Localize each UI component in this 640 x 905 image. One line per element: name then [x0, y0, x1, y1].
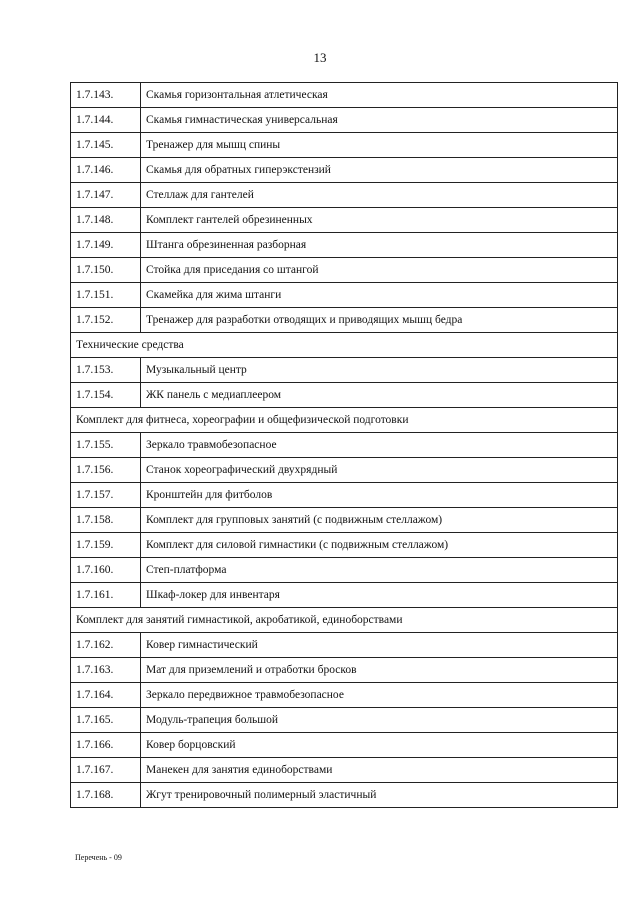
table-row [71, 183, 618, 208]
item-number: 1.7.162. [71, 633, 141, 658]
item-number: 1.7.153. [71, 358, 141, 383]
item-name: Степ-платформа [141, 558, 618, 583]
item-name: Комплект для групповых занятий (с подвижным стеллажом) [141, 508, 618, 533]
item-number: 1.7.164. [71, 683, 141, 708]
table-row [71, 208, 618, 233]
table-row [71, 433, 618, 458]
item-name: Манекен для занятия единоборствами [141, 758, 618, 783]
table-row [71, 83, 618, 108]
item-number: 1.7.163. [71, 658, 141, 683]
item-name: Штанга обрезиненная разборная [141, 233, 618, 258]
section-title: Комплект для фитнеса, хореографии и общефизической подготовки [71, 408, 618, 433]
item-number: 1.7.159. [71, 533, 141, 558]
item-name: Ковер борцовский [141, 733, 618, 758]
item-name: Скамейка для жима штанги [141, 283, 618, 308]
table-row [71, 158, 618, 183]
table-row [71, 733, 618, 758]
item-name: Мат для приземлений и отработки бросков [141, 658, 618, 683]
item-name: Комплект гантелей обрезиненных [141, 208, 618, 233]
item-name: Шкаф-локер для инвентаря [141, 583, 618, 608]
table-row [71, 583, 618, 608]
item-number: 1.7.145. [71, 133, 141, 158]
footer-label: Перечень - 09 [75, 853, 122, 862]
table-row [71, 483, 618, 508]
equipment-table-body [71, 83, 618, 808]
table-row [71, 633, 618, 658]
item-name: Скамья горизонтальная атлетическая [141, 83, 618, 108]
item-number: 1.7.146. [71, 158, 141, 183]
item-number: 1.7.157. [71, 483, 141, 508]
table-row [71, 558, 618, 583]
item-name: Скамья для обратных гиперэкстензий [141, 158, 618, 183]
item-number: 1.7.143. [71, 83, 141, 108]
item-name: Тренажер для мышц спины [141, 133, 618, 158]
table-row [71, 383, 618, 408]
table-row [71, 658, 618, 683]
section-row [71, 333, 618, 358]
item-number: 1.7.155. [71, 433, 141, 458]
item-number: 1.7.151. [71, 283, 141, 308]
item-number: 1.7.161. [71, 583, 141, 608]
table-row [71, 683, 618, 708]
item-number: 1.7.149. [71, 233, 141, 258]
table-row [71, 458, 618, 483]
item-name: Модуль-трапеция большой [141, 708, 618, 733]
item-number: 1.7.168. [71, 783, 141, 808]
table-row [71, 758, 618, 783]
item-number: 1.7.147. [71, 183, 141, 208]
page-number: 13 [313, 50, 327, 65]
item-number: 1.7.160. [71, 558, 141, 583]
equipment-table [70, 82, 618, 808]
item-number: 1.7.144. [71, 108, 141, 133]
item-name: Ковер гимнастический [141, 633, 618, 658]
section-row [71, 408, 618, 433]
table-row [71, 358, 618, 383]
table-row [71, 533, 618, 558]
item-number: 1.7.165. [71, 708, 141, 733]
item-name: Кронштейн для фитболов [141, 483, 618, 508]
table-row [71, 708, 618, 733]
item-name: ЖК панель с медиаплеером [141, 383, 618, 408]
item-name: Тренажер для разработки отводящих и приводящих мышц бедра [141, 308, 618, 333]
item-name: Зеркало передвижное травмобезопасное [141, 683, 618, 708]
item-name: Стеллаж для гантелей [141, 183, 618, 208]
item-number: 1.7.158. [71, 508, 141, 533]
table-row [71, 508, 618, 533]
item-name: Зеркало травмобезопасное [141, 433, 618, 458]
item-number: 1.7.166. [71, 733, 141, 758]
item-name: Музыкальный центр [141, 358, 618, 383]
table-row [71, 783, 618, 808]
section-title: Технические средства [71, 333, 618, 358]
item-name: Скамья гимнастическая универсальная [141, 108, 618, 133]
table-row [71, 233, 618, 258]
section-title: Комплект для занятий гимнастикой, акробатикой, единоборствами [71, 608, 618, 633]
item-number: 1.7.156. [71, 458, 141, 483]
item-number: 1.7.148. [71, 208, 141, 233]
table-row [71, 108, 618, 133]
table-row [71, 258, 618, 283]
item-name: Стойка для приседания со штангой [141, 258, 618, 283]
item-number: 1.7.154. [71, 383, 141, 408]
table-row [71, 133, 618, 158]
table-row [71, 283, 618, 308]
item-number: 1.7.167. [71, 758, 141, 783]
item-number: 1.7.150. [71, 258, 141, 283]
item-name: Комплект для силовой гимнастики (с подвижным стеллажом) [141, 533, 618, 558]
item-name: Станок хореографический двухрядный [141, 458, 618, 483]
item-number: 1.7.152. [71, 308, 141, 333]
section-row [71, 608, 618, 633]
table-row [71, 308, 618, 333]
item-name: Жгут тренировочный полимерный эластичный [141, 783, 618, 808]
